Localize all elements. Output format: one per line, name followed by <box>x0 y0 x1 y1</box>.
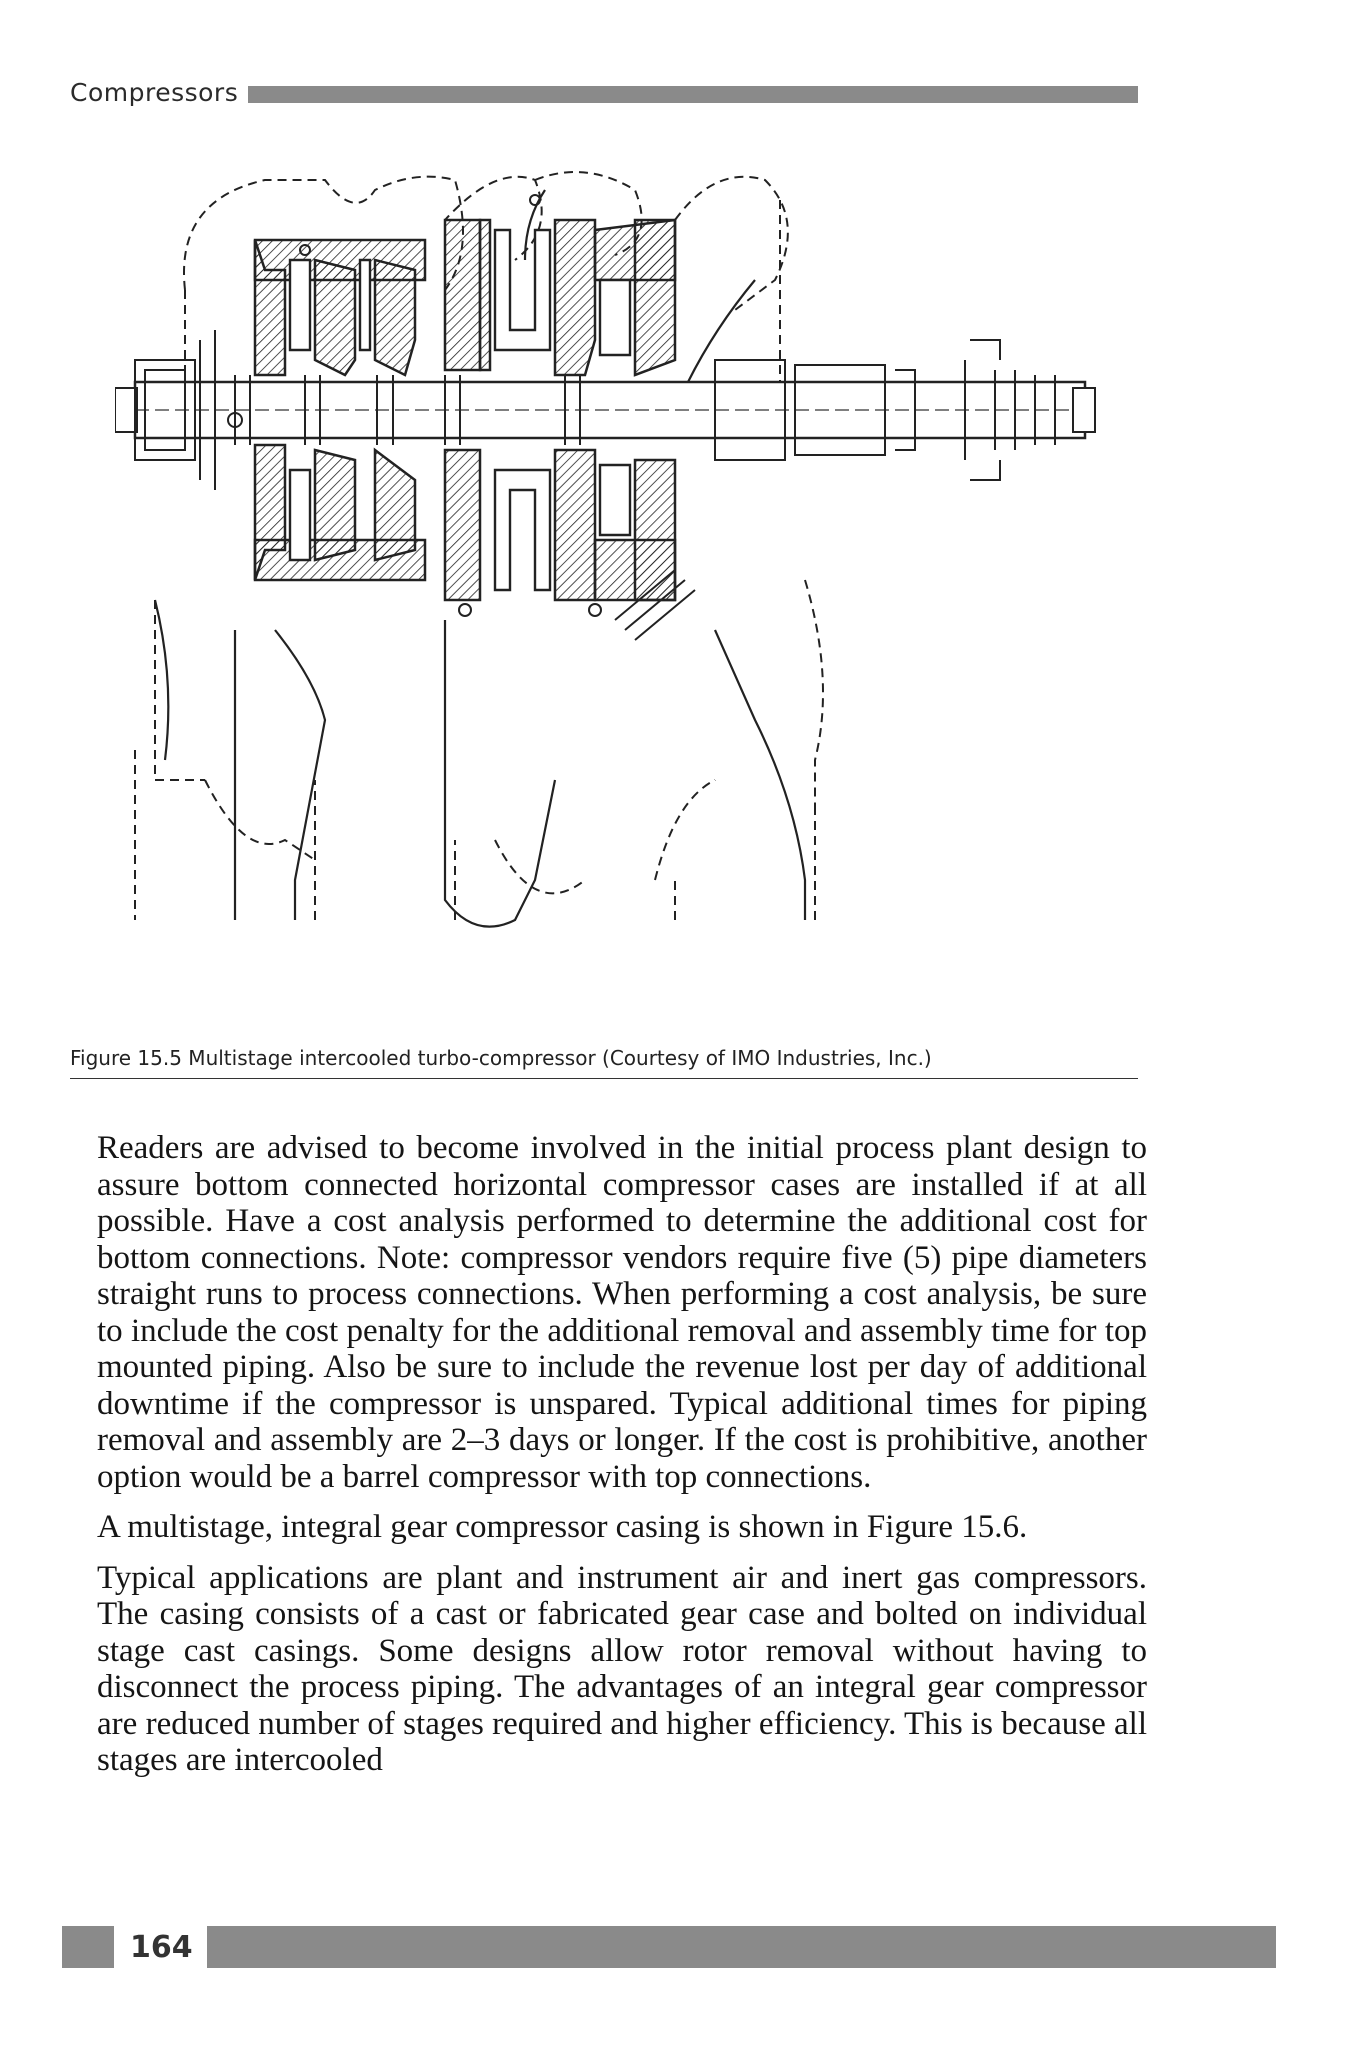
footer-rule <box>207 1926 1276 1968</box>
footer-marker <box>62 1926 114 1968</box>
paragraph: Readers are advised to become involved in the initial process plant design to assure bottom connected horizontal compressor cases are installed if at all possible. Have a cost analysis performed to determine the additional cost for bottom connections. Note: compressor vendors require five (5) pipe diameters straight runs to process connections. When performing a cost analysis, be sure to include the cost penalty for the additional removal and assembly time for top mounted piping. Also be sure to include the revenue lost per day of additional downtime if the compressor is unspared. Typical additional times for piping removal and assembly are 2–3 days or longer. If the cost is prohibitive, another option would be a barrel compressor with top connections. <box>97 1130 1147 1495</box>
header-rule <box>248 86 1138 103</box>
page-number: 164 <box>130 1929 193 1965</box>
paragraph: Typical applications are plant and instrument air and inert gas compressors. The casing consists of a cast or fabricated gear case and bolted on individual stage cast casings. Some designs allow rotor removal without having to disconnect the process piping. The advantages of an integral gear compressor are reduced number of stages required and higher efficiency. This is because all stages are intercooled <box>97 1559 1147 1778</box>
running-header <box>70 74 1138 110</box>
compressor-cross-section-figure <box>115 160 1105 1020</box>
figure-caption: Figure 15.5 Multistage intercooled turbo-compressor (Courtesy of IMO Industries, Inc.) <box>70 1046 1138 1079</box>
rotor-shaft <box>115 375 1095 445</box>
body-text <box>97 1130 1147 1793</box>
section-title: Compressors <box>70 77 239 107</box>
page-footer <box>62 1926 1276 1968</box>
paragraph: A multistage, integral gear compressor casing is shown in Figure 15.6. <box>97 1509 1028 1545</box>
